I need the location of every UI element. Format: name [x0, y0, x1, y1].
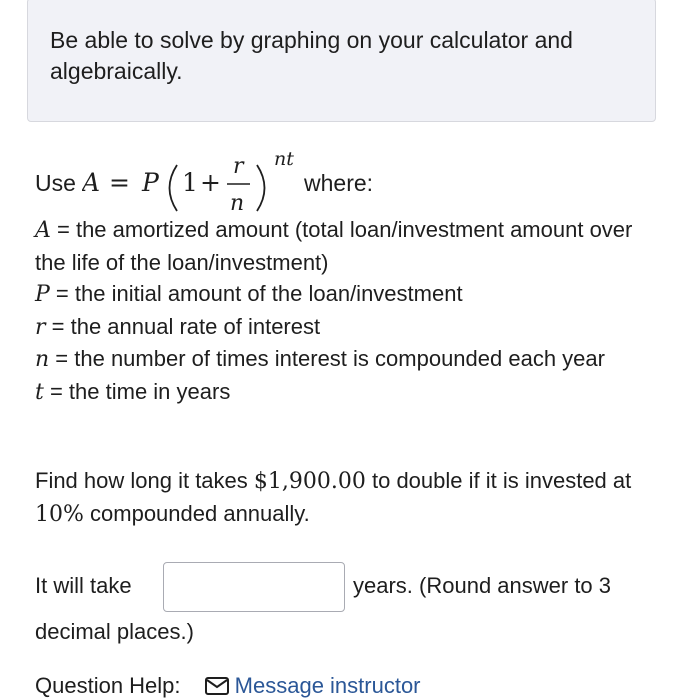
question-part3: compounded annually.: [83, 500, 310, 526]
question-help-label: Question Help:: [35, 673, 181, 699]
formula-plus: +: [200, 168, 221, 197]
definition-text: = the amortized amount (total loan/investment amount over the life of the loan/investment): [35, 217, 633, 275]
instruction-note-text: Be able to solve by graphing on your calculator and algebraically.: [50, 27, 573, 84]
definition-symbol: n: [35, 347, 50, 372]
definition-p: [35, 278, 645, 311]
formula-equals: =: [109, 168, 130, 197]
definition-symbol: r: [35, 314, 46, 340]
formula-use-label: Use: [35, 170, 76, 196]
question-text: [35, 465, 645, 530]
formula-numerator: r: [233, 154, 244, 179]
definition-symbol: t: [35, 379, 44, 405]
definition-text: = the time in years: [43, 378, 231, 404]
answer-input[interactable]: [163, 562, 345, 612]
definition-symbol: P: [35, 282, 50, 307]
formula-right-paren: [257, 165, 265, 211]
definition-text: = the initial amount of the loan/investment: [49, 281, 463, 306]
formula-one: 1: [182, 168, 198, 197]
question-part2: to double if it is invested at: [365, 468, 632, 493]
definition-t: [35, 376, 645, 409]
instruction-note: [27, 0, 656, 122]
definition-symbol: A: [35, 218, 51, 243]
message-instructor-link[interactable]: [205, 673, 421, 699]
formula-left-paren: [170, 165, 178, 211]
question-amount: $1,900.00: [253, 469, 366, 494]
answer-suffix-continued: decimal places.): [35, 619, 194, 644]
question-rate: 10%: [35, 501, 84, 527]
variable-definitions: [35, 214, 645, 408]
compound-interest-formula: [82, 148, 302, 218]
formula-p: P: [142, 168, 159, 197]
formula-where-label: where:: [304, 170, 374, 196]
envelope-icon: [205, 677, 229, 695]
formula-lhs: A: [82, 168, 101, 197]
formula-denominator: n: [230, 191, 245, 216]
question-part1: Find how long it takes: [35, 468, 254, 493]
formula-exponent: nt: [274, 148, 294, 170]
definition-n: [35, 343, 645, 376]
answer-prefix: It will take: [35, 573, 132, 598]
definition-r: [35, 311, 645, 344]
definition-a: [35, 214, 645, 278]
definition-text: = the number of times interest is compounded each year: [49, 346, 605, 371]
answer-suffix: years. (Round answer to 3: [353, 573, 612, 598]
question-help: [35, 672, 421, 699]
definition-text: = the annual rate of interest: [45, 313, 321, 339]
message-instructor-label: Message instructor: [234, 673, 421, 699]
